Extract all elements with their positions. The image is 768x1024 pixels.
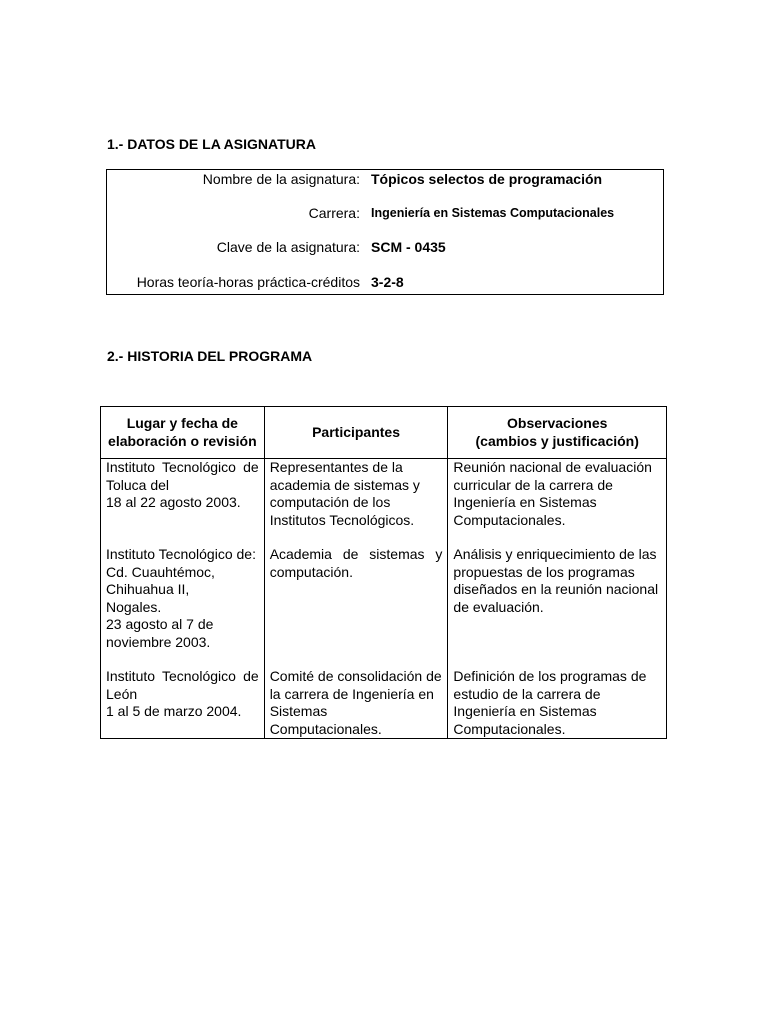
historia-table <box>100 406 667 739</box>
section-heading-datos: 1.- DATOS DE LA ASIGNATURA <box>107 136 316 152</box>
cell-text: Reunión nacional de evaluación curricular de la carrera de Ingeniería en Sistemas Computacionales. <box>453 459 652 528</box>
cell-lugar <box>101 546 265 668</box>
table-row <box>101 546 667 668</box>
cell-text: Instituto Tecnológico de: Cd. Cuauhtémoc, Chihuahua II, Nogales. 23 agosto al 7 de noviembre 2003. <box>106 546 256 650</box>
table-header-row <box>101 407 667 459</box>
column-header-lugar: Lugar y fecha de elaboración o revisión <box>101 407 265 459</box>
cell-text: Instituto Tecnológico de León 1 al 5 de marzo 2004. <box>106 668 259 719</box>
column-header-observaciones: Observaciones (cambios y justificación) <box>448 407 667 459</box>
datos-value: 3-2-8 <box>371 274 404 290</box>
datos-value: SCM - 0435 <box>371 239 446 255</box>
datos-asignatura-box <box>106 169 664 295</box>
cell-text: Instituto Tecnológico de Toluca del 18 al 22 agosto 2003. <box>106 459 259 510</box>
datos-label: Carrera: <box>308 205 360 221</box>
cell-text: Academia de sistemas y computación. <box>269 546 443 580</box>
datos-label: Nombre de la asignatura: <box>202 171 360 187</box>
cell-lugar <box>101 459 265 547</box>
cell-participantes <box>264 459 448 547</box>
cell-lugar <box>101 668 265 739</box>
table-row <box>101 668 667 739</box>
cell-text: Análisis y enriquecimiento de las propuestas de los programas diseñados en la reunión nacional de evaluación. <box>453 546 659 615</box>
cell-text: Comité de consolidación de la carrera de Ingeniería en Sistemas Computacionales. <box>269 668 442 737</box>
datos-label: Horas teoría-horas práctica-créditos <box>136 274 360 290</box>
cell-participantes <box>264 546 448 668</box>
cell-text: Representantes de la academia de sistemas y computación de los Institutos Tecnológicos. <box>269 459 420 528</box>
cell-observaciones <box>448 668 667 739</box>
section-heading-historia: 2.- HISTORIA DEL PROGRAMA <box>107 348 313 364</box>
datos-value: Tópicos selectos de programación <box>371 171 603 187</box>
datos-label: Clave de la asignatura: <box>216 239 360 255</box>
cell-observaciones <box>448 546 667 668</box>
column-header-participantes: Participantes <box>264 407 448 459</box>
cell-text: Definición de los programas de estudio de la carrera de Ingeniería en Sistemas Computacionales. <box>453 668 647 737</box>
cell-participantes <box>264 668 448 739</box>
table-row <box>101 459 667 547</box>
datos-value: Ingeniería en Sistemas Computacionales <box>371 206 615 220</box>
cell-observaciones <box>448 459 667 547</box>
